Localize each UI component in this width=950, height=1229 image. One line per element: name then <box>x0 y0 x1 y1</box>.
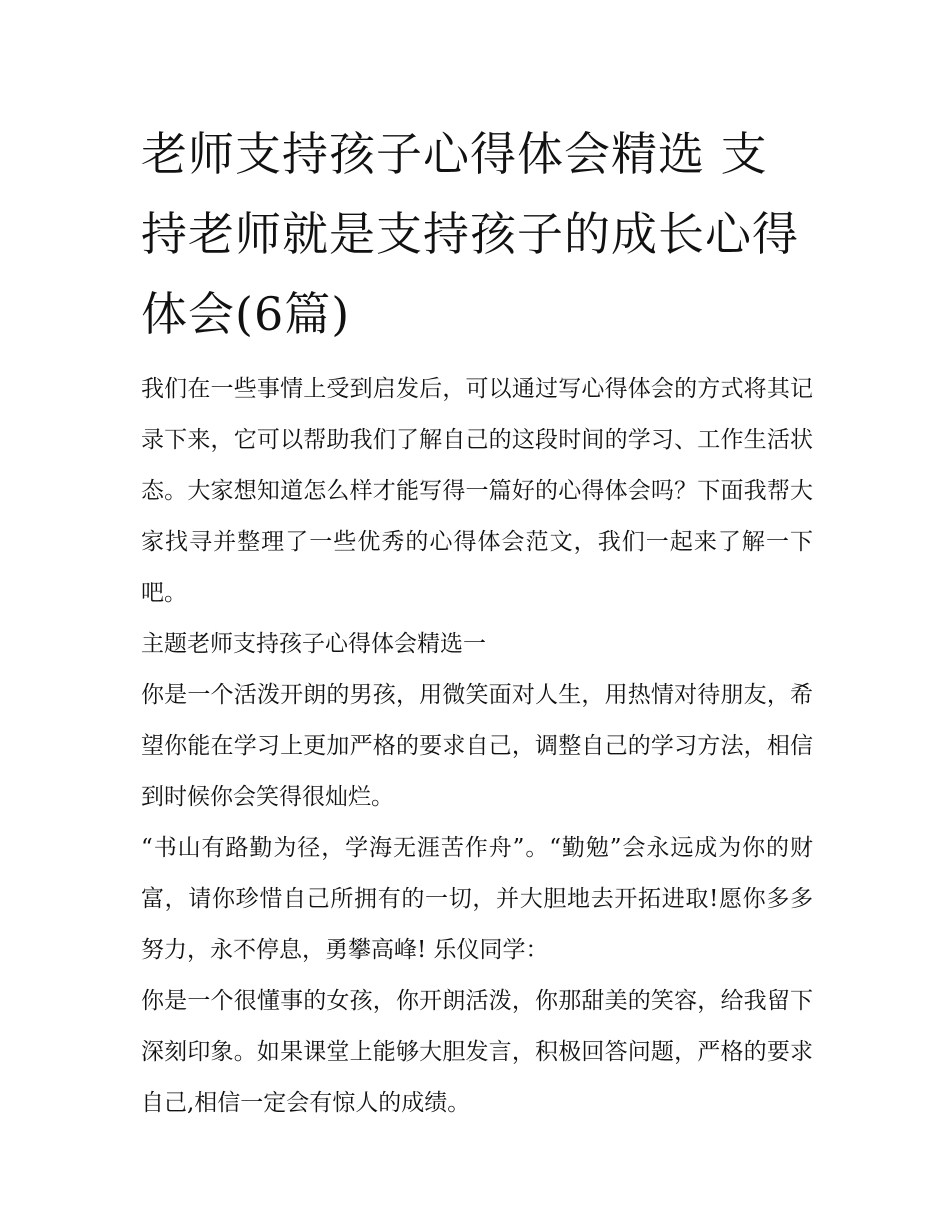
document-body <box>141 114 813 1129</box>
body-paragraph: “书山有路勤为径，学海无涯苦作舟”。“勤勉”会永远成为你的财富，请你珍惜自己所拥有的一切，并大胆地去开拓进取!愿你多多努力，永不停息，勇攀高峰! 乐仪同学： <box>141 835 813 963</box>
document-title: 老师支持孩子心得体会精选 支持老师就是支持孩子的成长心得体会(6篇) <box>141 127 799 341</box>
section-heading: 主题老师支持孩子心得体会精选一 <box>141 631 486 657</box>
intro-paragraph: 我们在一些事情上受到启发后，可以通过写心得体会的方式将其记录下来，它可以帮助我们了解自己的这段时间的学习、工作生活状态。大家想知道怎么样才能写得一篇好的心得体会吗？下面我帮大家找寻并整理了一些优秀的心得体会范文，我们一起来了解一下吧。 <box>141 376 813 606</box>
body-paragraph: 你是一个很懂事的女孩，你开朗活泼，你那甜美的笑容，给我留下深刻印象。如果课堂上能够大胆发言，积极回答问题，严格的要求自己,相信一定会有惊人的成绩。 <box>141 988 813 1116</box>
body-paragraph: 你是一个活泼开朗的男孩，用微笑面对人生，用热情对待朋友，希望你能在学习上更加严格的要求自己，调整自己的学习方法，相信到时候你会笑得很灿烂。 <box>141 682 813 810</box>
